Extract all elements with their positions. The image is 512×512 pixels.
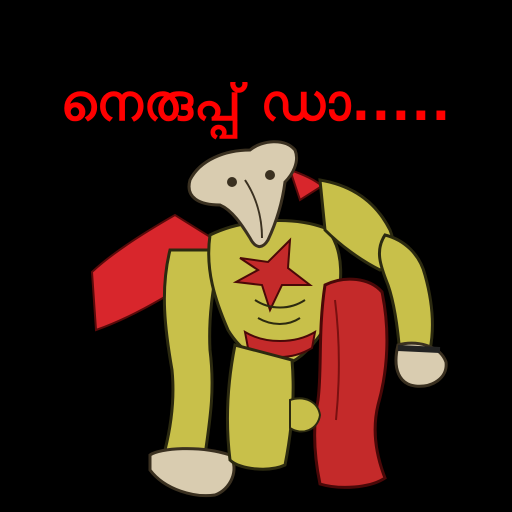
red-boot xyxy=(315,279,387,487)
left-leg xyxy=(228,345,294,469)
cape-top xyxy=(290,170,322,200)
caption-text: നെരുപ്പ് ഡാ..... xyxy=(60,74,452,132)
left-hand xyxy=(150,449,234,496)
knee-guard xyxy=(290,398,320,431)
